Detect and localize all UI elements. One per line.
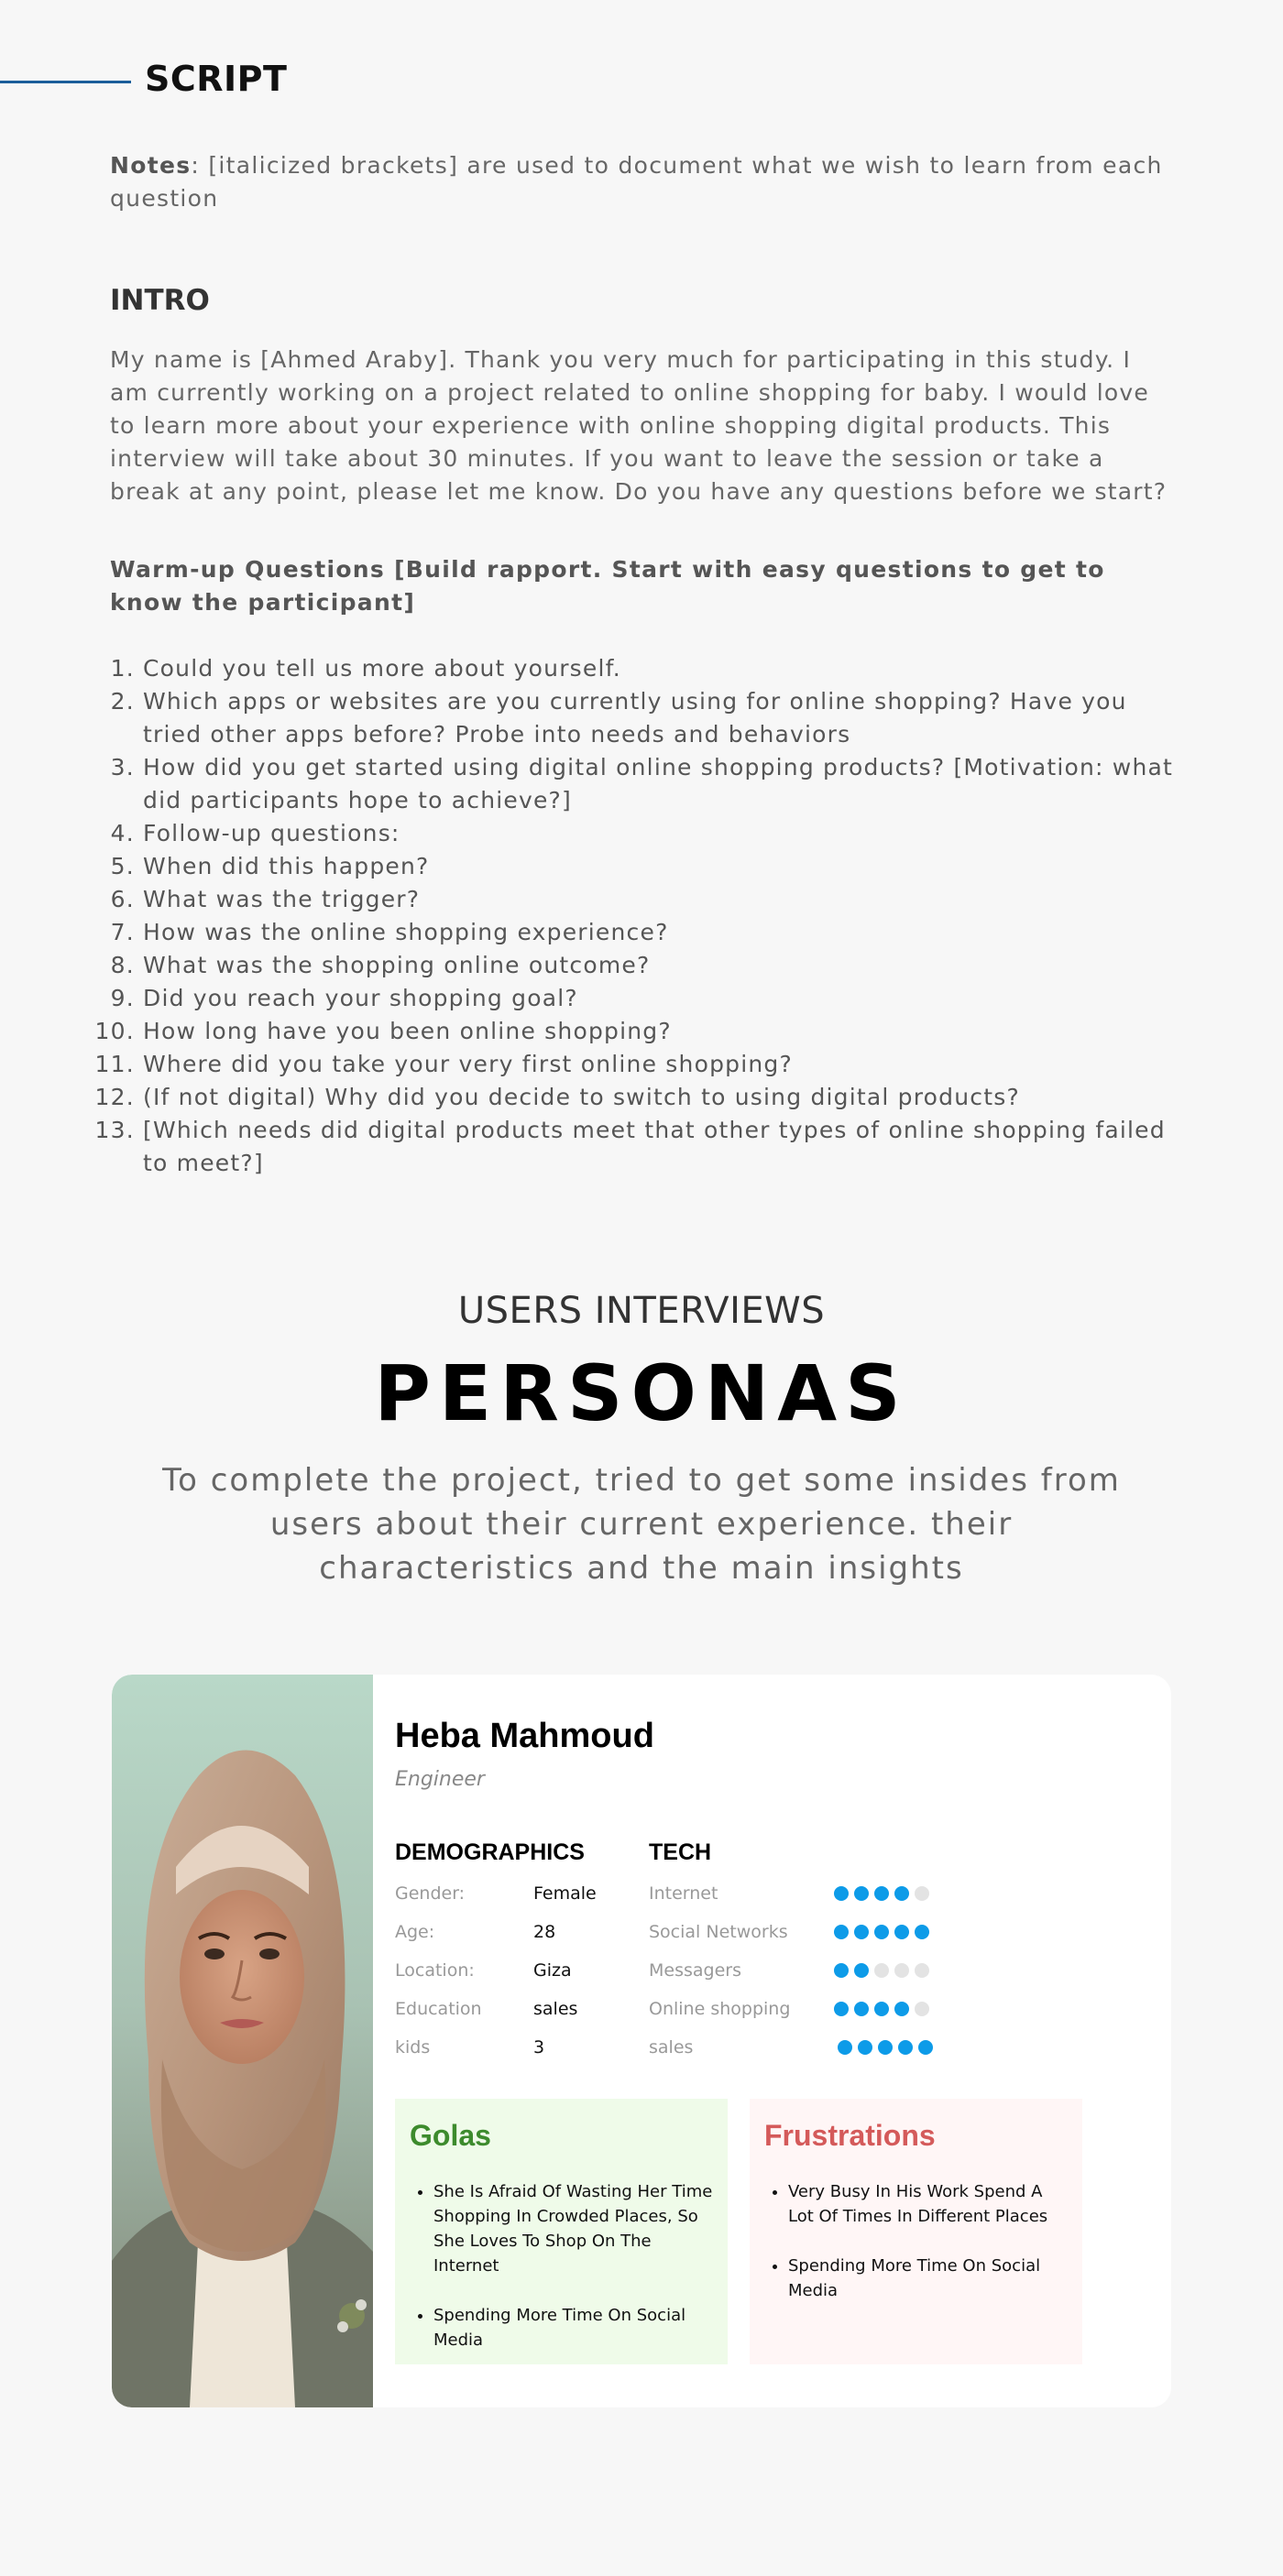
demographics-title: DEMOGRAPHICS	[395, 1839, 585, 1865]
personas-title: PERSONAS	[374, 1348, 909, 1438]
rating-dot-filled	[918, 2040, 933, 2055]
rating-dot-empty	[915, 1963, 929, 1978]
demographic-value: 28	[533, 1922, 556, 1942]
question-item: 4. Follow-up questions:	[143, 817, 1178, 850]
rating-dot-filled	[898, 2040, 913, 2055]
persona-role: Engineer	[395, 1768, 485, 1791]
tech-rating	[834, 1925, 929, 1939]
tech-label: Internet	[649, 1883, 718, 1904]
question-item: 9. Did you reach your shopping goal?	[143, 982, 1178, 1015]
tech-rating	[834, 1886, 929, 1901]
question-item: 5. When did this happen?	[143, 850, 1178, 883]
question-item: 11. Where did you take your very first online shopping?	[143, 1048, 1178, 1081]
rating-dot-filled	[874, 2002, 889, 2016]
tech-label: Social Networks	[649, 1922, 788, 1942]
rating-dot-empty	[915, 2002, 929, 2016]
rating-dot-filled	[894, 1886, 909, 1901]
rating-dot-filled	[834, 1963, 849, 1978]
notes-paragraph	[110, 149, 1173, 215]
intro-title: INTRO	[110, 284, 210, 317]
rating-dot-filled	[915, 1925, 929, 1939]
rating-dot-filled	[834, 2002, 849, 2016]
rating-dot-filled	[838, 2040, 852, 2055]
script-title: SCRIPT	[145, 59, 288, 99]
rating-dot-filled	[834, 1925, 849, 1939]
frustrations-list	[750, 2179, 1082, 2328]
persona-card	[112, 1675, 1171, 2407]
rating-dot-filled	[854, 1925, 869, 1939]
rating-dot-empty	[915, 1886, 929, 1901]
question-item: 8. What was the shopping online outcome?	[143, 949, 1178, 982]
tech-label: Messagers	[649, 1960, 741, 1981]
frustrations-title: Frustrations	[764, 2119, 936, 2152]
question-item: 1. Could you tell us more about yourself.	[143, 652, 1178, 685]
question-item: 6. What was the trigger?	[143, 883, 1178, 916]
question-item: 10. How long have you been online shopping?	[143, 1015, 1178, 1048]
demographic-label: Gender:	[395, 1883, 466, 1904]
frustration-item: • Very Busy In His Work Spend A Lot Of Times In Different Places	[788, 2179, 1068, 2229]
rating-dot-filled	[854, 1963, 869, 1978]
question-item: 7. How was the online shopping experience?	[143, 916, 1178, 949]
goal-item: • Spending More Time On Social Media	[433, 2303, 713, 2352]
intro-paragraph: My name is [Ahmed Araby]. Thank you very much for participating in this study. I am currently working on a project related to online shopping for baby. I would love to learn more about your experience with online shopping digital products. This interview will take about 30 minutes. If you want to leave the session or take a break at any point, please let me know. Do you have any questions before we start?	[110, 346, 1168, 505]
tech-rating	[838, 2040, 933, 2055]
persona-photo	[112, 1675, 373, 2407]
rating-dot-filled	[878, 2040, 893, 2055]
question-item: 2. Which apps or websites are you currently using for online shopping? Have you tried other apps before? Probe into needs and behaviors	[143, 685, 1178, 751]
frustrations-box	[750, 2099, 1082, 2364]
goals-title: Golas	[410, 2119, 491, 2152]
rating-dot-filled	[874, 1925, 889, 1939]
tech-rating	[834, 2002, 929, 2016]
notes-label: Notes	[110, 152, 192, 179]
frustration-item: • Spending More Time On Social Media	[788, 2254, 1068, 2303]
question-item: 12. (If not digital) Why did you decide to switch to using digital products?	[143, 1081, 1178, 1114]
notes-text: : [italicized brackets] are used to document what we wish to learn from each question	[110, 152, 1163, 212]
demographic-label: kids	[395, 2037, 431, 2058]
section-divider-line	[0, 81, 131, 83]
demographic-value: Female	[533, 1883, 597, 1904]
goals-box	[395, 2099, 728, 2364]
tech-label: Online shopping	[649, 1999, 791, 2019]
rating-dot-filled	[854, 2002, 869, 2016]
demographic-label: Location:	[395, 1960, 475, 1981]
question-item: 13. [Which needs did digital products meet that other types of online shopping failed to meet?]	[143, 1114, 1178, 1180]
rating-dot-filled	[834, 1886, 849, 1901]
rating-dot-empty	[874, 1963, 889, 1978]
goal-item: • She Is Afraid Of Wasting Her Time Shopping In Crowded Places, So She Loves To Shop On The Internet	[433, 2179, 713, 2278]
tech-title: TECH	[649, 1839, 712, 1865]
question-item: 3. How did you get started using digital online shopping products? [Motivation: what did participants hope to achieve?]	[143, 751, 1178, 817]
tech-rating	[834, 1963, 929, 1978]
rating-dot-filled	[858, 2040, 872, 2055]
rating-dot-empty	[894, 1963, 909, 1978]
rating-dot-filled	[854, 1886, 869, 1901]
demographic-label: Age:	[395, 1922, 435, 1942]
rating-dot-filled	[874, 1886, 889, 1901]
demographic-value: 3	[533, 2037, 545, 2058]
persona-name: Heba Mahmoud	[395, 1717, 654, 1755]
question-list	[110, 652, 1178, 1180]
rating-dot-filled	[894, 2002, 909, 2016]
demographic-label: Education	[395, 1999, 482, 2019]
goals-list	[395, 2179, 728, 2377]
demographic-value: Giza	[533, 1960, 572, 1981]
tech-label: sales	[649, 2037, 694, 2058]
users-interviews-kicker: USERS INTERVIEWS	[457, 1290, 826, 1332]
demographic-value: sales	[533, 1999, 578, 2019]
rating-dot-filled	[894, 1925, 909, 1939]
warmup-title: Warm-up Questions [Build rapport. Start with easy questions to get to know the participant]	[110, 556, 1105, 616]
personas-subtitle: To complete the project, tried to get some insides from users about their current experience. their characteristics and the main insights	[162, 1462, 1121, 1587]
